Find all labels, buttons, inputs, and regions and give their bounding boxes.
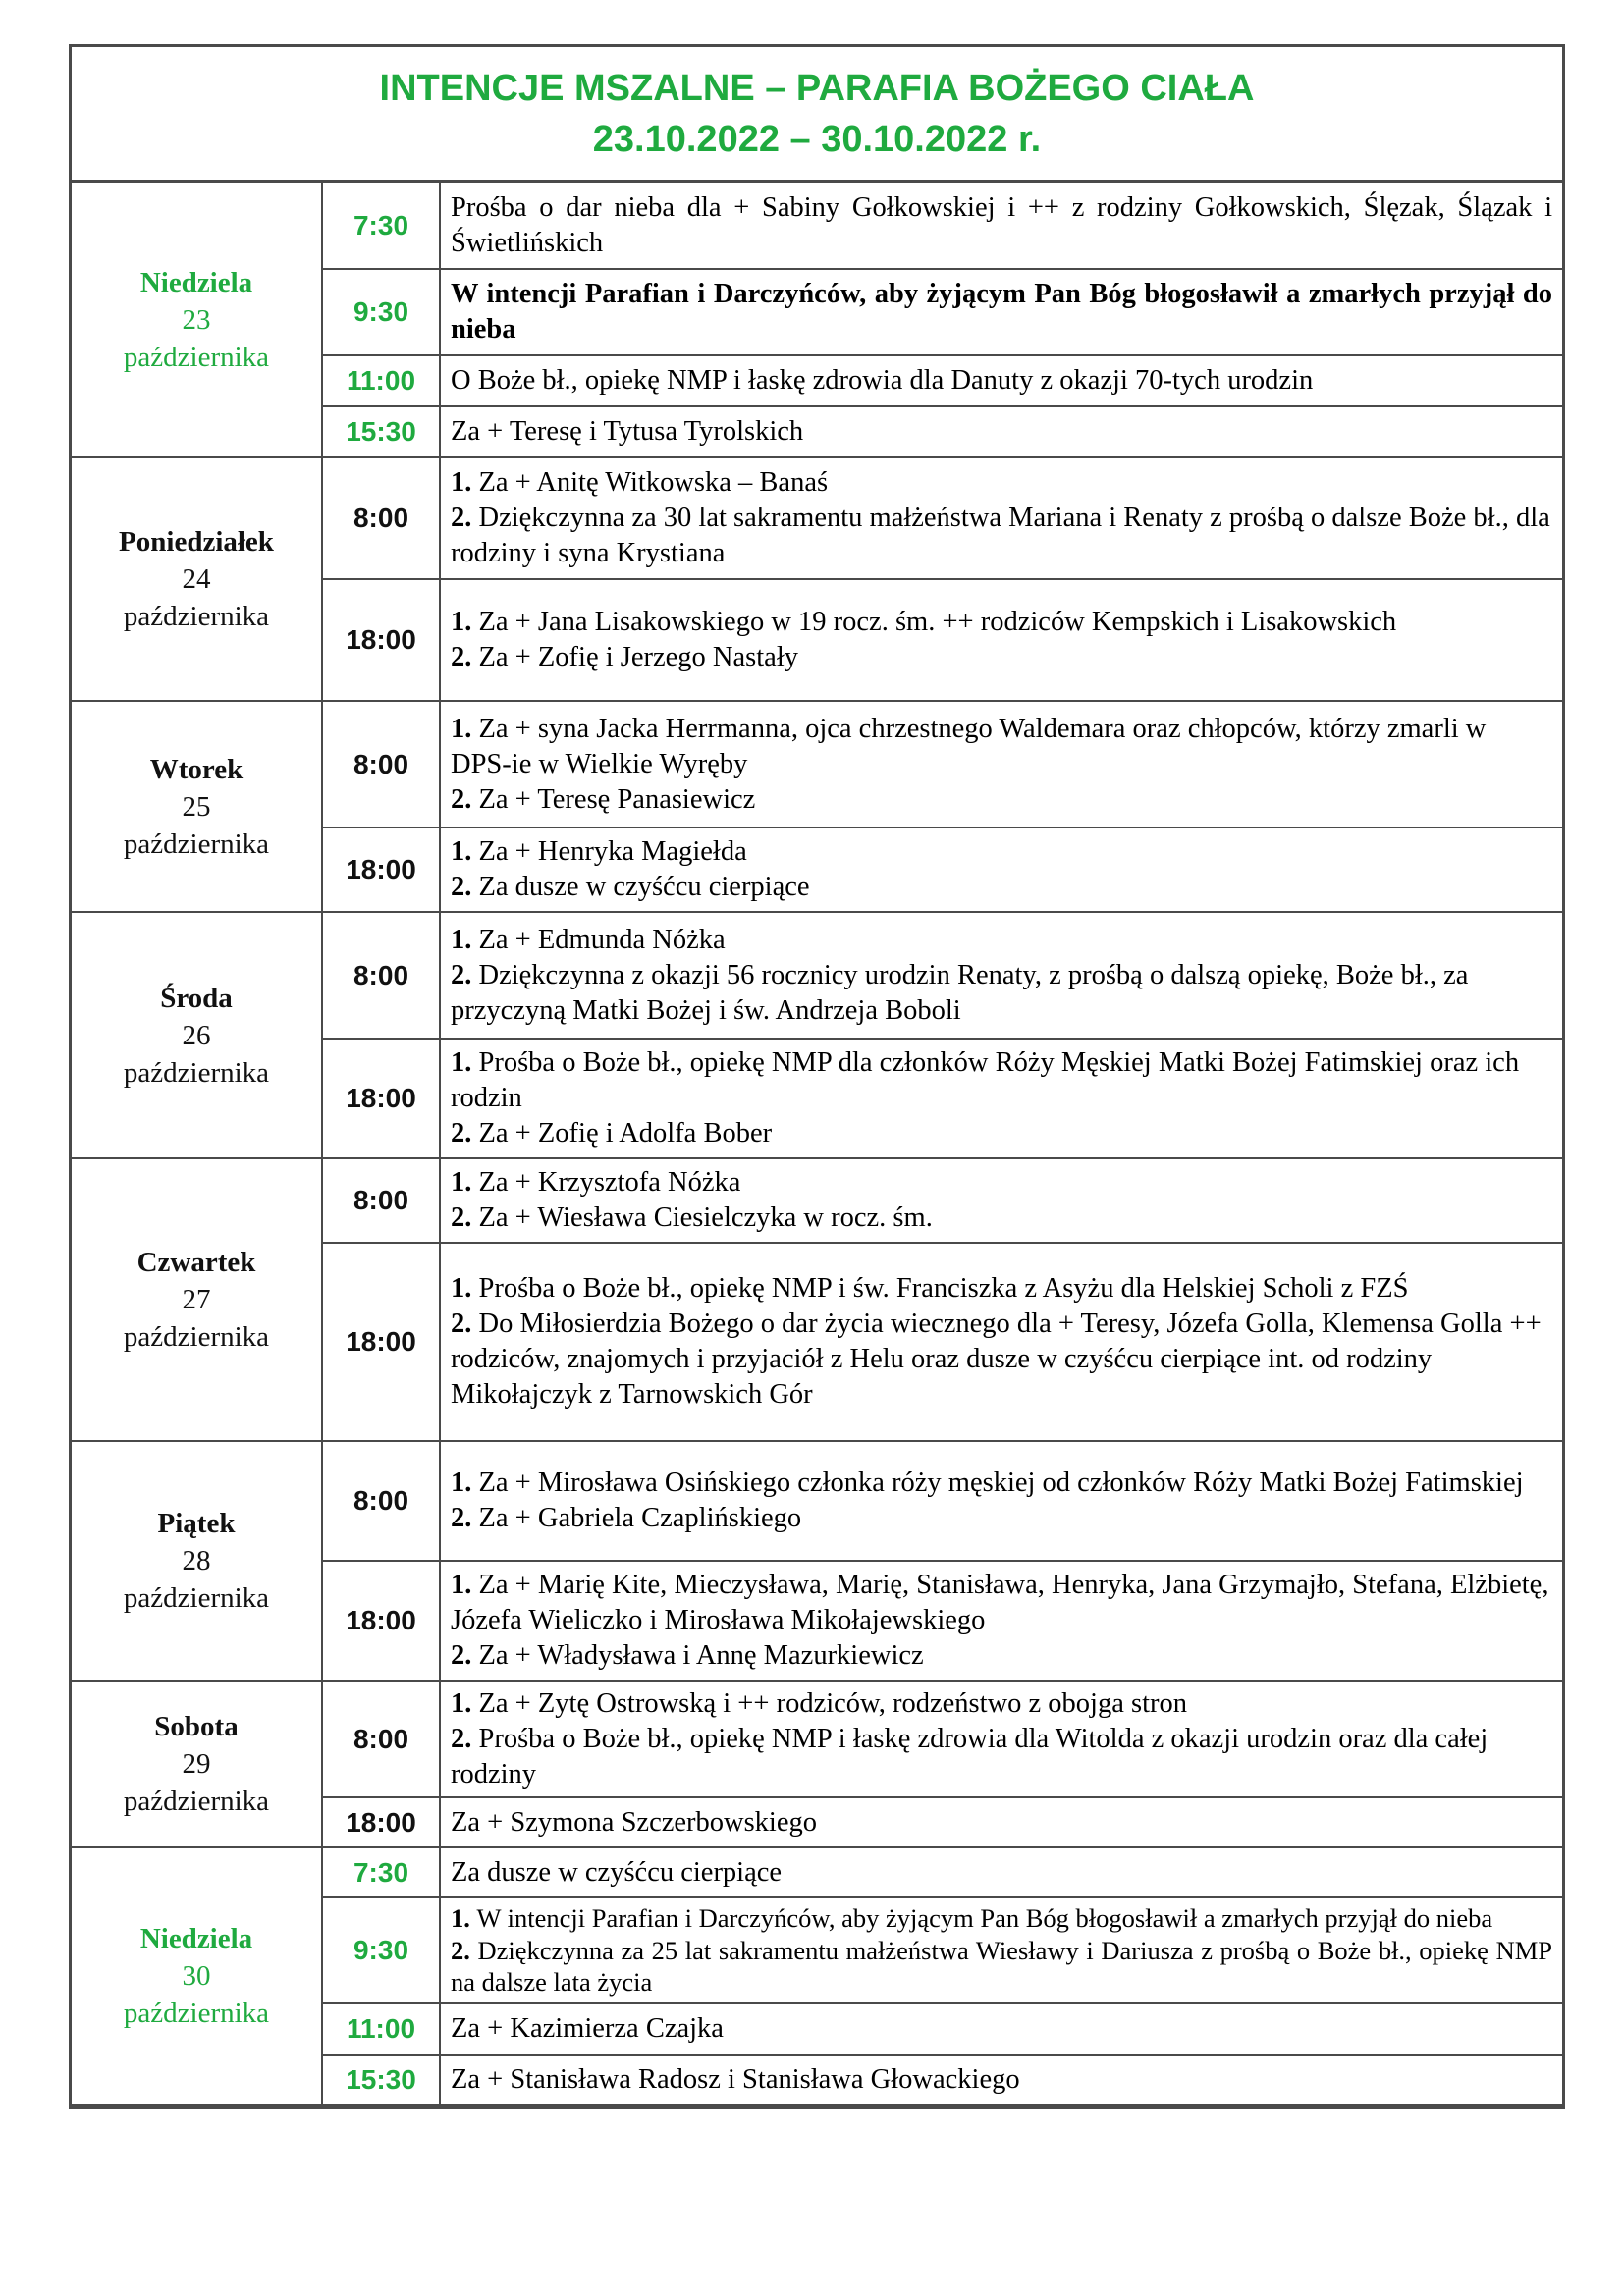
day-month: października	[123, 601, 270, 632]
mass-intention: Za + Teresę i Tytusa Tyrolskich	[440, 406, 1562, 457]
day-month: października	[123, 1786, 270, 1817]
day-name: Poniedziałek	[119, 526, 274, 558]
intention-text: Za + Teresę Panasiewicz	[478, 783, 756, 815]
day-name: Środa	[160, 982, 233, 1014]
intention-number: 1.	[451, 836, 479, 867]
intention-number: 1.	[451, 467, 479, 498]
mass-time: 18:00	[322, 1243, 440, 1441]
intention-number: 1.	[451, 607, 479, 637]
intention-text: Za + Anitę Witkowska – Banaś	[478, 467, 829, 498]
intention-item	[451, 1116, 1552, 1151]
mass-intention	[440, 1897, 1562, 2003]
intention-item	[451, 1271, 1552, 1307]
intention-item	[451, 923, 1552, 958]
mass-time: 11:00	[322, 2003, 440, 2055]
day-cell	[72, 183, 322, 457]
mass-time: 8:00	[322, 457, 440, 579]
intention-text: Za + Zofię i Jerzego Nastały	[478, 642, 798, 672]
day-cell	[72, 1847, 322, 2105]
day-number: 28	[182, 1545, 211, 1576]
intention-text: Za + syna Jacka Herrmanna, ojca chrzestnego Waldemara oraz chłopców, którzy zmarli w DPS-ie w Wielkie Wyręby	[451, 713, 1487, 779]
mass-time: 15:30	[322, 2055, 440, 2105]
intention-number: 2.	[451, 1723, 479, 1754]
intention-item	[451, 465, 1552, 501]
day-cell	[72, 1158, 322, 1441]
intention-number: 2.	[451, 503, 479, 533]
mass-intention: Za + Kazimierza Czajka	[440, 2003, 1562, 2055]
intention-text: Prośba o Boże bł., opiekę NMP i św. Franciszka z Asyżu dla Helskiej Scholi z FZŚ	[478, 1273, 1409, 1304]
mass-intention	[440, 1243, 1562, 1441]
intention-item	[451, 1935, 1552, 1999]
intention-item	[451, 605, 1552, 640]
mass-intention: Za + Stanisława Radosz i Stanisława Głowackiego	[440, 2055, 1562, 2105]
mass-time: 18:00	[322, 1039, 440, 1158]
intention-text: Do Miłosierdzia Bożego o dar życia wiecznego dla + Teresy, Józefa Golla, Klemensa Golla ++ rodziców, znajomych i przyjaciół z Helu oraz dusze w czyśćcu cierpiące int. od rodziny Mikołajczyk z Tarnowskich Gór	[451, 1308, 1542, 1410]
intention-item	[451, 1722, 1552, 1792]
mass-time: 18:00	[322, 579, 440, 701]
day-month: października	[123, 1321, 270, 1353]
mass-time: 8:00	[322, 1681, 440, 1797]
mass-intention	[440, 1039, 1562, 1158]
mass-row	[72, 912, 1562, 1039]
day-name: Czwartek	[136, 1247, 256, 1278]
day-name: Sobota	[154, 1711, 239, 1742]
intention-text: Za + Gabriela Czaplińskiego	[478, 1503, 802, 1533]
intention-number: 2.	[451, 1202, 479, 1233]
mass-intention: Prośba o dar nieba dla + Sabiny Gołkowskiej i ++ z rodziny Gołkowskich, Ślęzak, Ślązak i Świetlińskich	[440, 183, 1562, 269]
day-month: października	[123, 828, 270, 860]
mass-row	[72, 457, 1562, 579]
intention-item	[451, 1501, 1552, 1536]
intention-number: 2.	[451, 959, 479, 990]
intention-number: 2.	[451, 1308, 479, 1339]
intentions-document	[69, 44, 1565, 2109]
intention-number: 1.	[451, 1273, 479, 1304]
mass-row	[72, 1847, 1562, 1897]
day-number: 30	[182, 1960, 211, 1992]
intention-item	[451, 782, 1552, 818]
day-name: Piątek	[157, 1508, 236, 1539]
day-number: 27	[182, 1284, 211, 1315]
intention-text: Dziękczynna za 30 lat sakramentu małżeństwa Mariana i Renaty z prośbą o dalsze Boże bł., dla rodziny i syna Krystiana	[451, 503, 1550, 568]
intention-number: 2.	[451, 872, 479, 902]
intention-item	[451, 1201, 1552, 1236]
intention-text: Za dusze w czyśćcu cierpiące	[478, 872, 810, 902]
intention-item	[451, 1902, 1552, 1935]
day-month: października	[123, 1582, 270, 1614]
mass-intention: W intencji Parafian i Darczyńców, aby żyjącym Pan Bóg błogosławił a zmarłych przyjął do nieba	[440, 269, 1562, 355]
day-cell	[72, 912, 322, 1158]
day-cell	[72, 701, 322, 912]
intention-item	[451, 958, 1552, 1029]
mass-time: 18:00	[322, 828, 440, 912]
intention-text: Za + Marię Kite, Mieczysława, Marię, Stanisława, Henryka, Jana Grzymajło, Stefana, Elżbietę, Józefa Wieliczko i Mirosława Mikołajewskiego	[451, 1570, 1549, 1635]
day-number: 26	[182, 1019, 211, 1051]
mass-time: 18:00	[322, 1561, 440, 1681]
mass-time: 8:00	[322, 1158, 440, 1243]
intention-item	[451, 1466, 1552, 1501]
mass-time: 9:30	[322, 1897, 440, 2003]
day-cell	[72, 1681, 322, 1847]
mass-time: 7:30	[322, 183, 440, 269]
day-month: października	[123, 1056, 270, 1089]
day-cell	[72, 1441, 322, 1681]
mass-intention	[440, 579, 1562, 701]
mass-intention	[440, 457, 1562, 579]
intention-number: 1.	[451, 1047, 479, 1078]
mass-intention	[440, 1158, 1562, 1243]
mass-time: 8:00	[322, 1441, 440, 1561]
mass-intention: Za dusze w czyśćcu cierpiące	[440, 1847, 1562, 1897]
intention-item	[451, 1686, 1552, 1722]
mass-time: 18:00	[322, 1797, 440, 1847]
mass-intention	[440, 912, 1562, 1039]
intention-text: Za + Zytę Ostrowską i ++ rodziców, rodzeństwo z obojga stron	[478, 1687, 1187, 1719]
day-number: 23	[182, 303, 211, 336]
intention-item	[451, 1638, 1552, 1674]
day-name: Niedziela	[139, 1923, 253, 1954]
intention-number: 2.	[451, 783, 479, 815]
mass-intention	[440, 701, 1562, 828]
mass-row	[72, 701, 1562, 828]
intention-item	[451, 834, 1552, 870]
intention-item	[451, 870, 1552, 905]
day-name: Wtorek	[149, 753, 244, 785]
intention-number: 2.	[451, 642, 479, 672]
day-number: 25	[182, 790, 211, 823]
date-range: 23.10.2022 – 30.10.2022 r.	[592, 119, 1042, 160]
intention-number: 1.	[451, 1687, 479, 1719]
mass-intention: O Boże bł., opiekę NMP i łaskę zdrowia dla Danuty z okazji 70-tych urodzin	[440, 355, 1562, 406]
mass-time: 7:30	[322, 1847, 440, 1897]
mass-time: 9:30	[322, 269, 440, 355]
mass-time: 8:00	[322, 912, 440, 1039]
mass-row	[72, 1158, 1562, 1243]
intention-text: Za + Edmunda Nóżka	[478, 924, 726, 955]
mass-intention: Za + Szymona Szczerbowskiego	[440, 1797, 1562, 1847]
intention-number: 2.	[451, 1640, 479, 1671]
intention-number: 1.	[451, 1570, 479, 1600]
intention-number: 1.	[451, 924, 479, 955]
intention-number: 1.	[451, 1167, 479, 1198]
intention-text: Za + Wiesława Ciesielczyka w rocz. śm.	[478, 1202, 933, 1233]
mass-intention	[440, 1441, 1562, 1561]
intention-number: 1.	[451, 1468, 479, 1498]
day-number: 24	[182, 563, 211, 595]
mass-intention	[440, 1681, 1562, 1797]
intention-text: Dziękczynna z okazji 56 rocznicy urodzin Renaty, z prośbą o dalszą opiekę, Boże bł., za przyczyną Matki Bożej i św. Andrzeja Boboli	[451, 959, 1469, 1026]
mass-intention	[440, 828, 1562, 912]
mass-row	[72, 1441, 1562, 1561]
intention-number: 1.	[451, 1903, 477, 1934]
day-cell	[72, 457, 322, 701]
day-number: 29	[182, 1748, 211, 1780]
intention-text: Prośba o Boże bł., opiekę NMP i łaskę zdrowia dla Witolda z okazji urodzin oraz dla całej rodziny	[451, 1723, 1489, 1789]
page-title: INTENCJE MSZALNE – PARAFIA BOŻEGO CIAŁA	[379, 68, 1255, 109]
mass-row	[72, 1681, 1562, 1797]
intention-item	[451, 1045, 1552, 1116]
intention-item	[451, 1165, 1552, 1201]
mass-row	[72, 183, 1562, 269]
intention-number: 1.	[451, 713, 479, 744]
intention-number: 2.	[451, 1935, 478, 1965]
intention-number: 2.	[451, 1503, 479, 1533]
intention-item	[451, 712, 1552, 782]
intention-item	[451, 640, 1552, 675]
intention-text: Prośba o Boże bł., opiekę NMP dla członków Róży Męskiej Matki Bożej Fatimskiej oraz ich rodzin	[451, 1047, 1520, 1113]
intention-text: Za + Henryka Magiełda	[478, 836, 747, 867]
mass-time: 15:30	[322, 406, 440, 457]
intention-item	[451, 1307, 1552, 1413]
intention-text: Za + Mirosława Osińskiego członka róży męskiej od członków Róży Matki Bożej Fatimskiej	[478, 1468, 1524, 1498]
intention-text: W intencji Parafian i Darczyńców, aby żyjącym Pan Bóg błogosławił a zmarłych przyjął do nieba	[476, 1903, 1493, 1934]
mass-intention	[440, 1561, 1562, 1681]
intention-text: Za + Jana Lisakowskiego w 19 rocz. śm. ++ rodziców Kempskich i Lisakowskich	[478, 607, 1397, 637]
mass-time: 11:00	[322, 355, 440, 406]
day-month: października	[123, 1998, 270, 2029]
intention-text: Za + Władysława i Annę Mazurkiewicz	[478, 1640, 924, 1671]
day-name: Niedziela	[139, 266, 253, 298]
mass-time: 8:00	[322, 701, 440, 828]
intention-number: 2.	[451, 1118, 479, 1148]
day-month: października	[123, 341, 270, 373]
intention-text: Za + Krzysztofa Nóżka	[478, 1167, 741, 1198]
intention-text: Dziękczynna za 25 lat sakramentu małżeństwa Wiesławy i Dariusza z prośbą o Boże bł., opiekę NMP na dalsze lata życia	[451, 1935, 1553, 1998]
document-header	[72, 47, 1562, 183]
intentions-table	[72, 183, 1562, 2106]
intention-item	[451, 1568, 1552, 1638]
intention-item	[451, 501, 1552, 571]
intention-text: Za + Zofię i Adolfa Bober	[478, 1118, 773, 1148]
